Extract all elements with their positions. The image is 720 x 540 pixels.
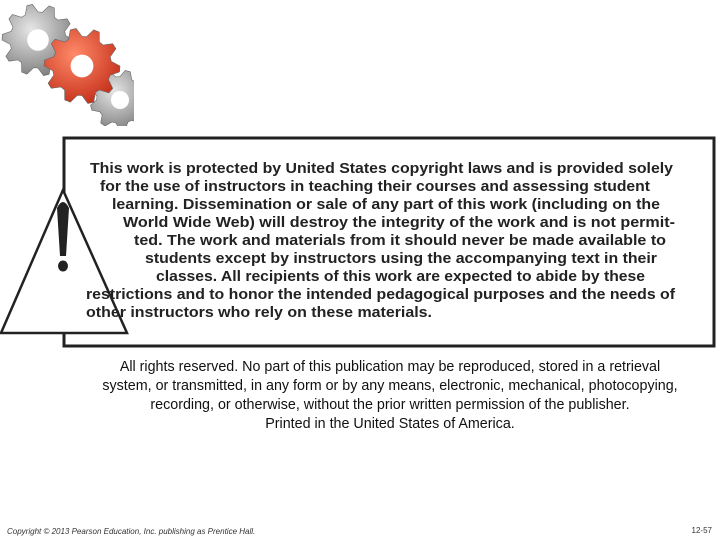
copyright-notice xyxy=(0,120,720,355)
rights-line: Printed in the United States of America. xyxy=(265,416,515,432)
footer-copyright: Copyright © 2013 Pearson Education, Inc. publishing as Prentice Hall. xyxy=(7,527,256,536)
notice-line: restrictions and to honor the intended pedagogical purposes and the needs of xyxy=(86,286,677,303)
notice-line: This work is protected by United States copyright laws and is provided solely xyxy=(90,160,674,177)
notice-line: other instructors who rely on these materials. xyxy=(86,304,432,321)
rights-line: All rights reserved. No part of this publication may be reproduced, stored in a retrieval xyxy=(119,359,661,375)
slide-number: 12-57 xyxy=(691,526,712,535)
notice-line: ted. The work and materials from it should never be made available to xyxy=(134,232,666,249)
rights-line: recording, or otherwise, without the prior written permission of the publisher. xyxy=(150,397,630,413)
notice-line: learning. Dissemination or sale of any part of this work (including on the xyxy=(112,196,660,213)
notice-line: classes. All recipients of this work are expected to abide by these xyxy=(156,268,645,285)
gears-icon xyxy=(0,0,134,126)
rights-statement xyxy=(60,358,720,434)
notice-line: students except by instructors using the accompanying text in their xyxy=(145,250,658,267)
rights-line: system, or transmitted, in any form or by any means, electronic, mechanical, photocopying, xyxy=(102,378,678,394)
notice-line: World Wide Web) will destroy the integrity of the work and is not permit- xyxy=(123,214,675,231)
notice-line: for the use of instructors in teaching their courses and assessing student xyxy=(100,178,650,195)
